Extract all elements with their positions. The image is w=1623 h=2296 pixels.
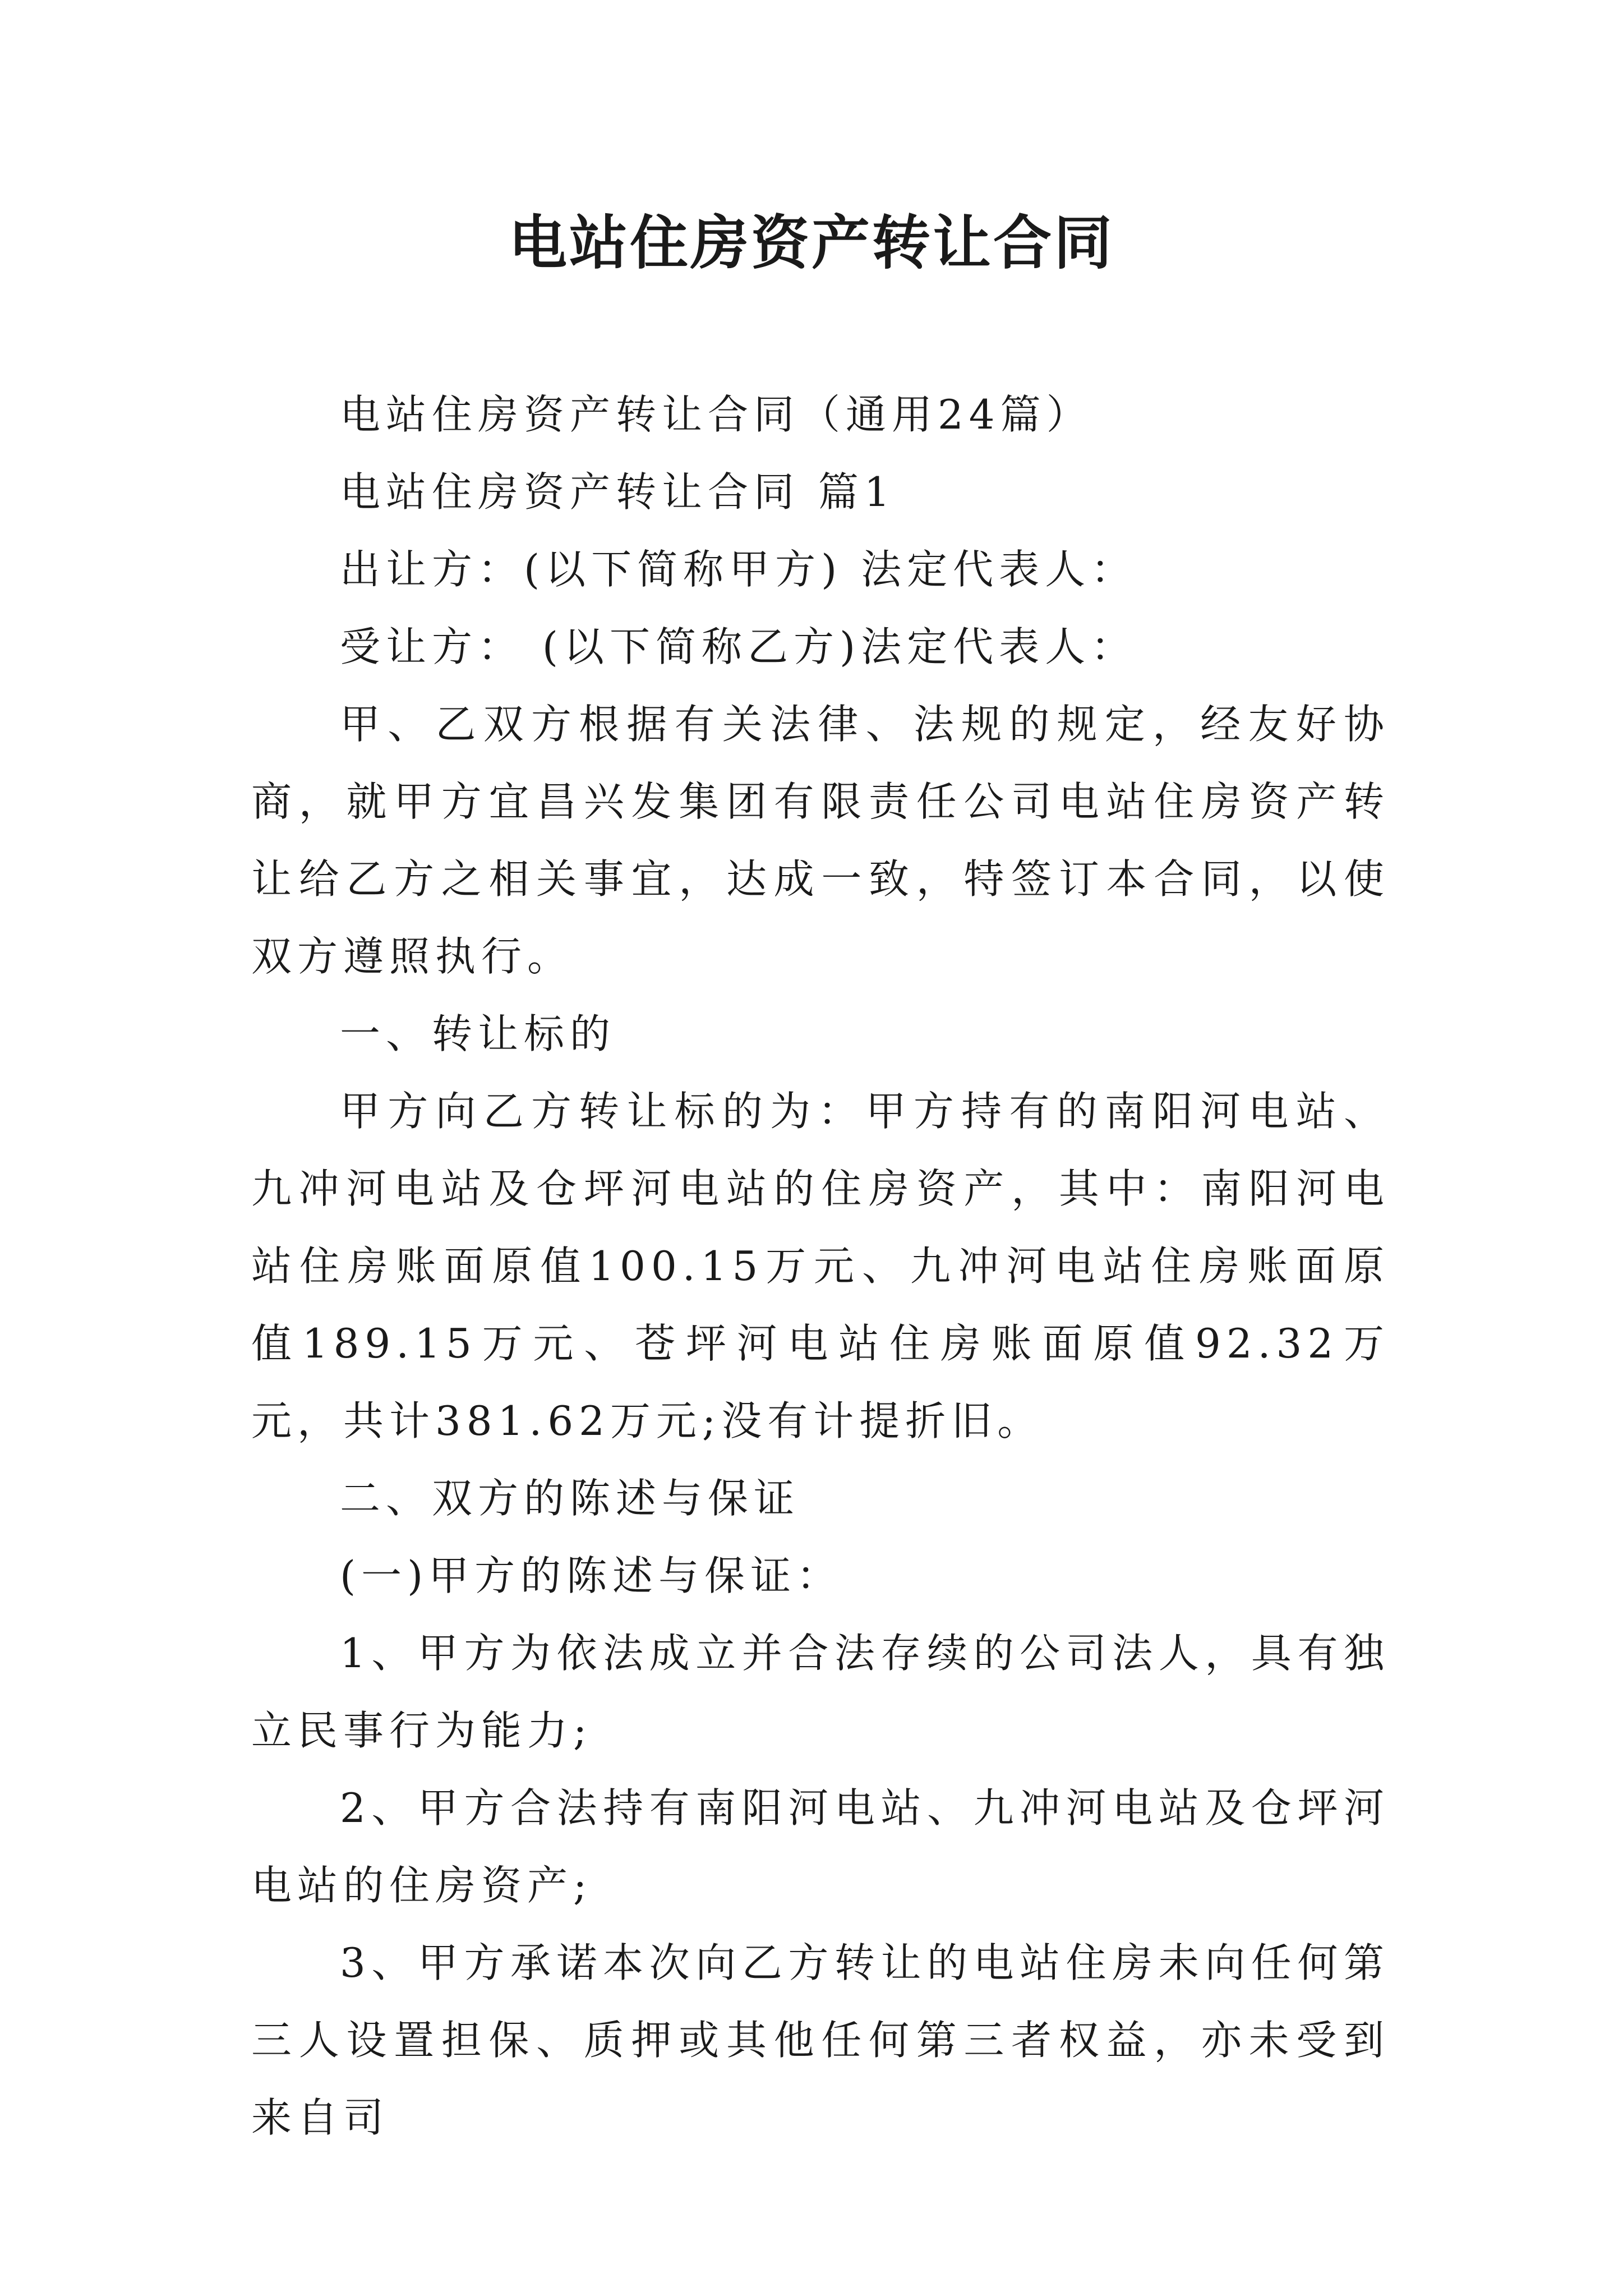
paragraph-preamble: 甲、乙双方根据有关法律、法规的规定，经友好协商，就甲方宜昌兴发集团有限责任公司电站住房资产转让给乙方之相关事宜，达成一致，特签订本合同，以使双方遵照执行。 (251, 701, 1390, 980)
paragraph-subtitle: 电站住房资产转让合同（通用24篇） (340, 391, 1092, 438)
paragraph-heading-subject: 一、转让标的 (340, 1010, 616, 1057)
paragraph-subject-detail: 甲方向乙方转让标的为：甲方持有的南阳河电站、九冲河电站及仓坪河电站的住房资产，其中：南阳河电站住房账面原值100.15万元、九冲河电站住房账面原值189.15万元、苍坪河电站住房账面原值92.32万元，共计381.62万元;没有计提折旧。 (251, 1088, 1390, 1444)
paragraph-clause-3: 3、甲方承诺本次向乙方转让的电站住房未向任何第三人设置担保、质押或其他任何第三者权益，亦未受到来自司 (251, 1939, 1390, 2141)
paragraph-transferor: 出让方：(以下简称甲方) 法定代表人： (340, 546, 1137, 593)
paragraph-heading-representations: 二、双方的陈述与保证 (340, 1475, 800, 1522)
paragraph-section-heading: 电站住房资产转让合同 篇1 (340, 468, 896, 516)
document-title: 电站住房资产转让合同 (508, 208, 1114, 277)
paragraph-clause-1: 1、甲方为依法成立并合法存续的公司法人，具有独立民事行为能力; (251, 1630, 1390, 1754)
paragraph-transferee: 受让方： (以下简称乙方)法定代表人： (340, 623, 1137, 670)
paragraph-clause-2: 2、甲方合法持有南阳河电站、九冲河电站及仓坪河电站的住房资产; (251, 1784, 1390, 1909)
paragraph-party-a-heading: (一)甲方的陈述与保证： (340, 1552, 843, 1599)
document-body (251, 376, 1390, 2156)
